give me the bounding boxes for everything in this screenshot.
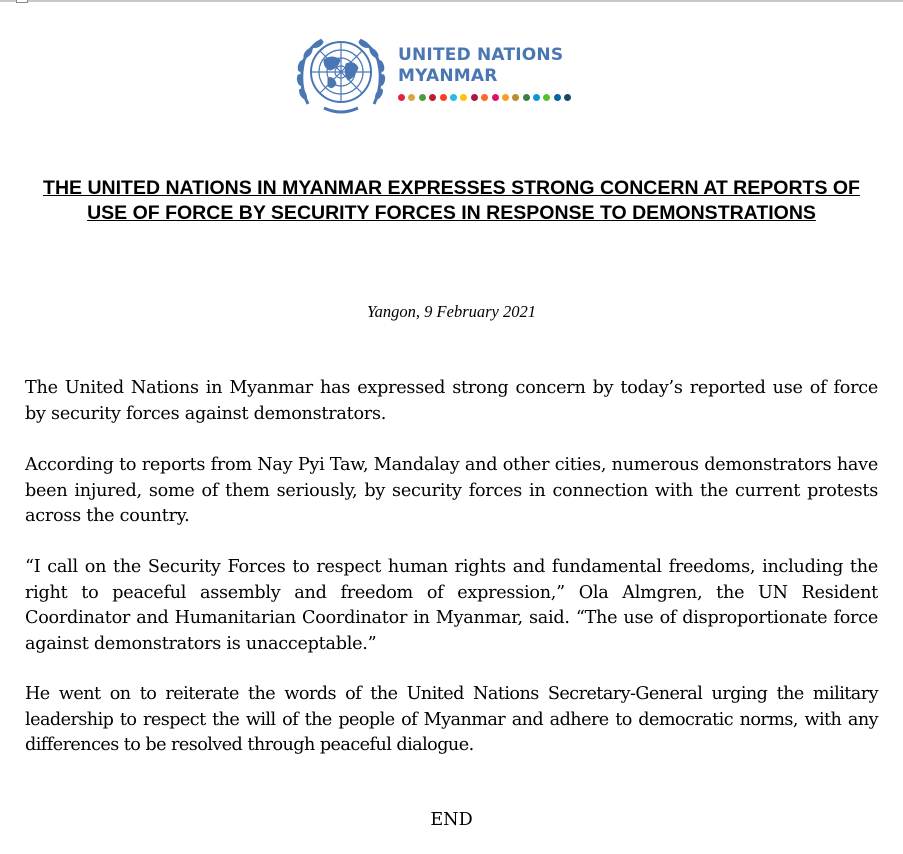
sdg-dot-2 <box>408 94 415 101</box>
dateline: Yangon, 9 February 2021 <box>367 302 536 321</box>
sdg-dot-12 <box>512 94 519 101</box>
sdg-dot-7 <box>460 94 467 101</box>
paragraph-4: He went on to reiterate the words of the United Nations Secretary-General urging the military leadership to respect the will of the people of Myanmar and adhere to democratic norms, with any differences to be resolved through peaceful dialogue. <box>25 684 878 755</box>
sdg-dot-11 <box>502 94 509 101</box>
top-border <box>0 0 903 2</box>
sdg-dot-5 <box>440 94 447 101</box>
sdg-dot-13 <box>523 94 530 101</box>
sdg-dot-14 <box>533 94 540 101</box>
paragraph-2: According to reports from Nay Pyi Taw, Mandalay and other cities, numerous demonstrators have been injured, some of them seriously, by security forces in connection with the current protests across the country. <box>25 455 878 526</box>
paragraph-1: The United Nations in Myanmar has expressed strong concern by today’s reported use of force by security forces against demonstrators. <box>25 378 878 424</box>
sdg-dot-3 <box>419 94 426 101</box>
sdg-dot-6 <box>450 94 457 101</box>
sdg-dot-17 <box>564 94 571 101</box>
un-emblem-icon <box>294 34 388 116</box>
sdg-dot-1 <box>398 94 405 101</box>
sdg-dot-9 <box>481 94 488 101</box>
letterhead <box>294 34 584 116</box>
org-name-line1: UNITED NATIONS <box>398 45 564 65</box>
sdg-dot-4 <box>429 94 436 101</box>
sdg-color-dots <box>398 94 571 101</box>
press-release-title: THE UNITED NATIONS IN MYANMAR EXPRESSES STRONG CONCERN AT REPORTS OF USE OF FORCE BY SECURITY FORCES IN RESPONSE TO DEMONSTRATIONS <box>43 177 860 224</box>
end-marker: END <box>430 810 473 830</box>
sdg-dot-16 <box>554 94 561 101</box>
sdg-dot-10 <box>492 94 499 101</box>
paragraph-3: “I call on the Security Forces to respect human rights and fundamental freedoms, including the right to peaceful assembly and freedom of expression,” Ola Almgren, the UN Resident Coordinator and Humanitarian Coordinator in Myanmar, said. “The use of disproportionate force against demonstrators is unacceptable.” <box>25 557 878 654</box>
org-name-line2: MYANMAR <box>398 66 498 86</box>
org-name <box>398 45 563 87</box>
sdg-dot-8 <box>471 94 478 101</box>
page-corner-mark <box>16 0 28 3</box>
sdg-dot-15 <box>543 94 550 101</box>
